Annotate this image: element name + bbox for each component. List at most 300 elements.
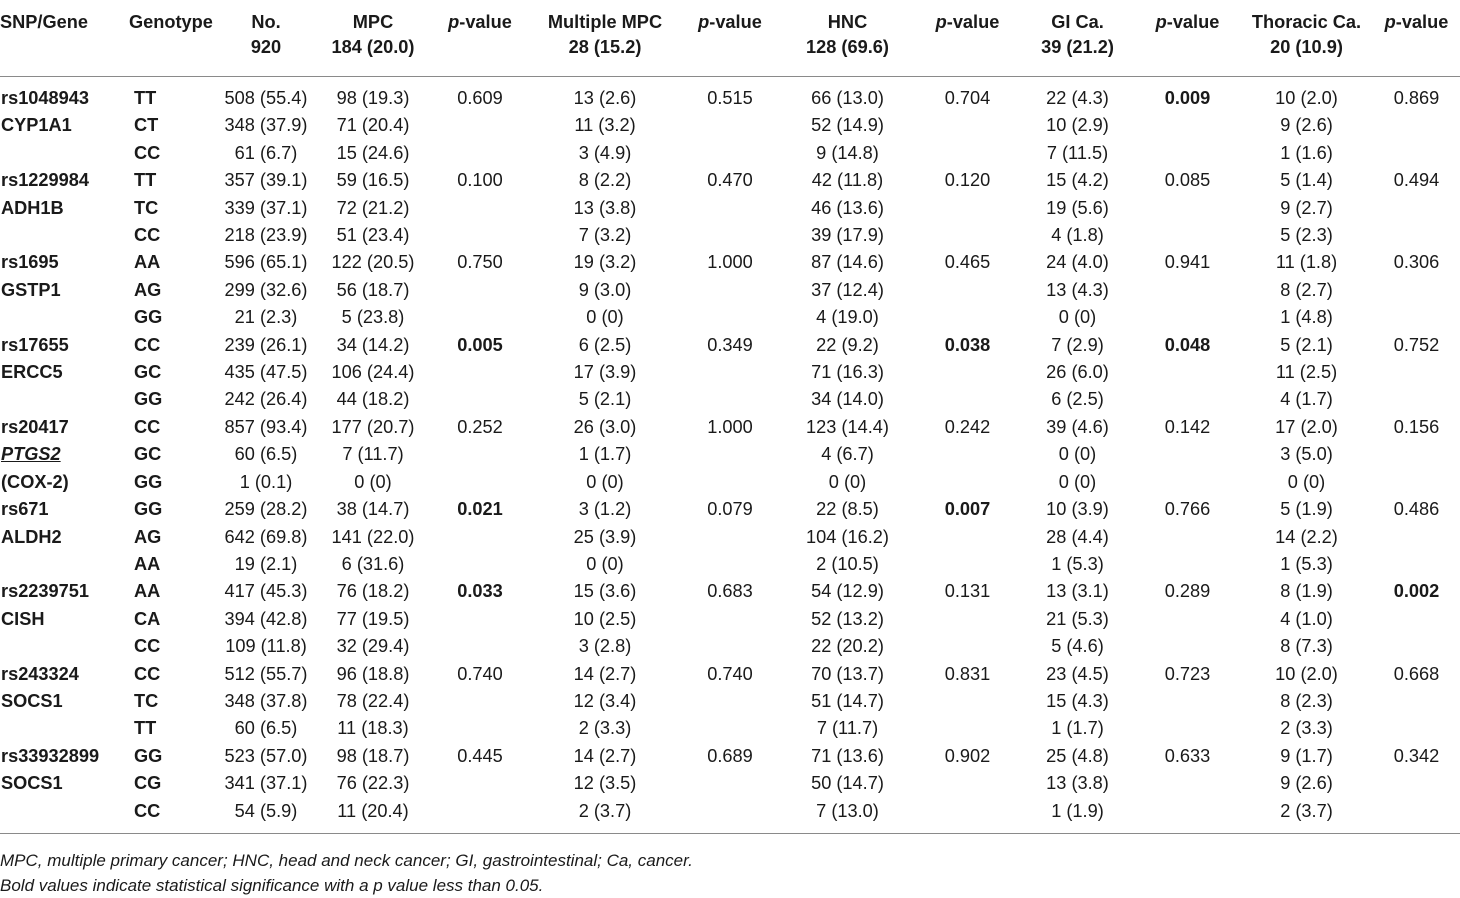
count-cell: 87 (14.6) (811, 252, 884, 273)
p-value-cell: 0.007 (944, 499, 991, 520)
genotype-cell: TC (134, 197, 159, 218)
snp-gene-cell: rs243324 (1, 663, 79, 684)
p-value-cell (430, 359, 530, 386)
table-row (0, 661, 1460, 688)
count-cell: 61 (6.7) (234, 142, 298, 163)
count-cell: 9 (1.7) (1280, 745, 1333, 766)
p-value-cell: 0.668 (1393, 663, 1440, 684)
p-value-cell (1135, 441, 1240, 468)
genotype-cell: GG (134, 499, 163, 520)
count-cell: 5 (1.4) (1280, 170, 1333, 191)
column-header-line2: 20 (10.9) (1270, 37, 1343, 57)
count-cell: 2 (10.5) (816, 553, 879, 574)
p-value-cell: 0.005 (457, 334, 503, 355)
column-header-10 (1135, 10, 1240, 77)
snp-gene-cell: SOCS1 (1, 690, 63, 711)
count-cell: 11 (3.2) (574, 115, 636, 136)
snp-gene-cell: rs33932899 (1, 745, 100, 766)
p-value-cell (680, 359, 780, 386)
p-value-cell (430, 524, 530, 551)
count-cell: 19 (2.1) (234, 553, 298, 574)
count-cell: 12 (3.5) (573, 773, 637, 794)
p-value-cell: 0.085 (1164, 170, 1211, 191)
count-cell: 23 (4.5) (1046, 663, 1109, 684)
p-value-cell (1373, 524, 1460, 551)
count-cell: 46 (13.6) (811, 197, 884, 218)
column-header-line1: GI Ca. (1051, 12, 1104, 32)
p-value-cell (430, 798, 530, 834)
count-cell: 8 (2.2) (578, 170, 632, 191)
p-value-cell (1135, 798, 1240, 834)
column-header-8 (915, 10, 1020, 77)
p-value-cell: 0.009 (1164, 88, 1211, 108)
count-cell: 9 (2.6) (1280, 115, 1333, 136)
count-cell: 5 (23.8) (341, 307, 405, 328)
p-value-cell (430, 277, 530, 304)
count-cell: 10 (2.0) (1275, 88, 1338, 108)
count-cell: 19 (5.6) (1046, 197, 1109, 218)
p-value-cell: 0.486 (1393, 499, 1440, 520)
genotype-cell: CC (134, 636, 161, 657)
count-cell: 9 (14.8) (816, 142, 879, 163)
p-value-cell: 0.766 (1164, 499, 1211, 520)
genotype-cell: CC (134, 416, 161, 437)
p-value-cell: 0.723 (1164, 663, 1211, 684)
p-value-cell (1135, 469, 1240, 496)
p-value-cell (680, 524, 780, 551)
value-suffix: -value (1395, 12, 1449, 32)
column-header-7 (780, 10, 915, 77)
p-value-cell (430, 469, 530, 496)
p-value-cell (1135, 551, 1240, 578)
count-cell: 78 (22.4) (336, 690, 410, 711)
count-cell: 8 (7.3) (1280, 636, 1333, 657)
column-header-line1: HNC (827, 12, 868, 32)
count-cell: 0 (0) (1058, 307, 1097, 328)
count-cell: 4 (1.8) (1051, 225, 1104, 246)
count-cell: 122 (20.5) (331, 252, 415, 273)
genotype-cell: TT (134, 170, 157, 191)
genotype-cell: TT (134, 88, 157, 108)
genotype-cell: AA (134, 553, 161, 574)
column-header-line1 (1373, 10, 1460, 35)
count-cell: 60 (6.5) (234, 444, 298, 465)
count-cell: 1 (5.3) (1051, 553, 1104, 574)
count-cell: 98 (19.3) (336, 88, 410, 108)
snp-gene-cell (0, 222, 128, 249)
count-cell: 1 (0.1) (239, 471, 293, 492)
genotype-cell: GG (134, 307, 163, 328)
p-value-cell: 0.752 (1393, 334, 1440, 355)
p-letter: p (698, 12, 710, 32)
table-row (0, 578, 1460, 605)
p-value-cell (915, 606, 1020, 633)
table-row (0, 688, 1460, 715)
table-row (0, 633, 1460, 660)
p-value-cell (1135, 770, 1240, 797)
p-value-cell (430, 770, 530, 797)
count-cell: 357 (39.1) (224, 170, 308, 191)
p-value-cell: 0.033 (457, 581, 503, 602)
count-cell: 1 (1.7) (1051, 718, 1104, 739)
p-value-cell: 1.000 (707, 252, 753, 273)
count-cell: 299 (32.6) (224, 279, 308, 300)
count-cell: 21 (5.3) (1046, 608, 1109, 629)
count-cell: 66 (13.0) (811, 88, 884, 108)
p-letter: p (1155, 12, 1167, 32)
count-cell: 14 (2.7) (573, 745, 637, 766)
count-cell: 34 (14.2) (336, 334, 410, 355)
p-value-cell (430, 551, 530, 578)
genotype-cell: CC (134, 334, 161, 355)
count-cell: 13 (3.8) (573, 197, 637, 218)
snp-gene-cell (0, 798, 128, 834)
p-value-cell (1373, 606, 1460, 633)
p-value-cell (1373, 359, 1460, 386)
genotype-cell: AA (134, 252, 161, 273)
count-cell: 21 (2.3) (234, 307, 298, 328)
p-value-cell: 0.515 (707, 88, 753, 108)
p-value-cell (1373, 469, 1460, 496)
p-value-cell (915, 798, 1020, 834)
p-value-cell (680, 715, 780, 742)
snp-gene-cell: SOCS1 (1, 773, 63, 794)
genotype-cell: CT (134, 115, 159, 136)
count-cell: 512 (55.7) (224, 663, 308, 684)
count-cell: 7 (2.9) (1051, 334, 1104, 355)
count-cell: 109 (11.8) (225, 636, 307, 657)
p-value-cell (1373, 195, 1460, 222)
column-header-9 (1020, 10, 1135, 77)
count-cell: 15 (3.6) (573, 581, 637, 602)
p-value-cell: 0.740 (707, 663, 753, 684)
count-cell: 0 (0) (1058, 444, 1097, 465)
column-header-line2: 184 (20.0) (331, 37, 415, 57)
p-value-cell: 0.079 (707, 499, 753, 520)
count-cell: 6 (2.5) (578, 334, 632, 355)
p-value-cell: 0.465 (944, 252, 991, 273)
count-cell: 13 (2.6) (573, 88, 637, 108)
value-suffix: -value (946, 12, 1000, 32)
p-value-cell: 0.120 (944, 170, 991, 191)
p-value-cell: 0.633 (1164, 745, 1211, 766)
count-cell: 417 (45.3) (224, 581, 308, 602)
count-cell: 17 (2.0) (1275, 416, 1338, 437)
count-cell: 44 (18.2) (336, 389, 410, 410)
p-value-cell (1373, 304, 1460, 331)
p-value-cell (915, 277, 1020, 304)
count-cell: 76 (22.3) (336, 773, 410, 794)
p-value-cell (1373, 112, 1460, 139)
table-row (0, 524, 1460, 551)
count-cell: 26 (6.0) (1046, 362, 1109, 383)
p-value-cell (430, 633, 530, 660)
count-cell: 52 (13.2) (811, 608, 884, 629)
p-value-cell (680, 277, 780, 304)
count-cell: 4 (19.0) (816, 307, 879, 328)
p-value-cell (680, 195, 780, 222)
p-value-cell: 1.000 (707, 416, 753, 437)
p-value-cell (1373, 386, 1460, 413)
table-row (0, 414, 1460, 441)
count-cell: 14 (2.2) (1275, 526, 1338, 547)
p-value-cell (680, 441, 780, 468)
count-cell: 642 (69.8) (224, 526, 308, 547)
p-value-cell: 0.100 (457, 170, 503, 191)
count-cell: 141 (22.0) (331, 526, 415, 547)
p-value-cell: 0.242 (944, 416, 991, 437)
p-letter: p (935, 12, 947, 32)
p-value-cell (915, 524, 1020, 551)
p-value-cell (1135, 633, 1240, 660)
snp-gene-cell: GSTP1 (1, 279, 61, 300)
p-value-cell (915, 112, 1020, 139)
count-cell: 435 (47.5) (224, 362, 308, 383)
count-cell: 10 (2.0) (1275, 663, 1338, 684)
count-cell: 106 (24.4) (331, 362, 415, 383)
count-cell: 37 (12.4) (811, 279, 884, 300)
count-cell: 98 (18.7) (336, 745, 410, 766)
snp-gene-cell: CISH (1, 608, 45, 629)
count-cell: 22 (4.3) (1046, 88, 1109, 108)
count-cell: 508 (55.4) (224, 88, 308, 108)
genotype-cell: GC (134, 362, 162, 383)
count-cell: 3 (2.8) (578, 636, 632, 657)
p-value-cell (1373, 633, 1460, 660)
count-cell: 4 (6.7) (821, 444, 874, 465)
table-row (0, 441, 1460, 468)
table-row (0, 715, 1460, 742)
count-cell: 96 (18.8) (336, 663, 410, 684)
column-header-4 (430, 10, 530, 77)
count-cell: 51 (23.4) (336, 225, 410, 246)
count-cell: 13 (3.8) (1046, 773, 1109, 794)
p-value-cell: 0.342 (1393, 745, 1440, 766)
p-value-cell (1373, 140, 1460, 167)
count-cell: 71 (16.3) (811, 362, 884, 383)
count-cell: 39 (17.9) (811, 225, 884, 246)
count-cell: 7 (11.7) (816, 718, 879, 739)
p-value-cell (1135, 222, 1240, 249)
count-cell: 3 (4.9) (578, 142, 632, 163)
count-cell: 24 (4.0) (1046, 252, 1109, 273)
genotype-cell: AG (134, 279, 162, 300)
count-cell: 0 (0) (1058, 471, 1097, 492)
genotype-cell: TC (134, 690, 159, 711)
count-cell: 5 (4.6) (1051, 636, 1104, 657)
count-cell: 22 (9.2) (816, 334, 879, 355)
p-value-cell (680, 798, 780, 834)
count-cell: 25 (3.9) (573, 526, 637, 547)
snp-gene-cell (0, 386, 128, 413)
p-value-cell (915, 304, 1020, 331)
column-header-line1: No. (251, 12, 281, 32)
p-value-cell (1373, 551, 1460, 578)
p-value-cell (680, 606, 780, 633)
snp-gene-cell: ERCC5 (1, 362, 63, 383)
p-value-cell (1373, 277, 1460, 304)
p-value-cell (1373, 222, 1460, 249)
table-row (0, 77, 1460, 113)
table-row (0, 606, 1460, 633)
count-cell: 348 (37.8) (224, 690, 308, 711)
table-row (0, 112, 1460, 139)
count-cell: 5 (2.3) (1280, 225, 1333, 246)
p-value-cell (1135, 304, 1240, 331)
column-header-line1: MPC (352, 12, 394, 32)
p-value-cell (1135, 386, 1240, 413)
snp-gene-cell: ADH1B (1, 197, 64, 218)
count-cell: 70 (13.7) (811, 663, 884, 684)
p-letter: p (448, 12, 460, 32)
snp-gene-cell: rs2239751 (1, 581, 89, 602)
column-header-12 (1373, 10, 1460, 77)
p-value-cell (915, 551, 1020, 578)
count-cell: 1 (1.9) (1020, 798, 1135, 834)
value-suffix: -value (1166, 12, 1220, 32)
table-row (0, 469, 1460, 496)
count-cell: 7 (11.5) (1046, 142, 1109, 163)
count-cell: 9 (2.6) (1280, 773, 1333, 794)
column-header-line2: 28 (15.2) (568, 37, 642, 57)
column-header-2 (216, 10, 316, 77)
p-value-cell (1135, 524, 1240, 551)
genotype-cell: CG (134, 773, 162, 794)
count-cell: 59 (16.5) (336, 170, 410, 191)
p-value-cell (1135, 195, 1240, 222)
p-value-cell: 0.349 (707, 334, 753, 355)
p-value-cell (915, 770, 1020, 797)
p-value-cell: 0.306 (1393, 252, 1440, 273)
count-cell: 76 (18.2) (336, 581, 410, 602)
count-cell: 1 (4.8) (1280, 307, 1333, 328)
count-cell: 5 (2.1) (1280, 334, 1333, 355)
snp-gene-cell (0, 304, 128, 331)
table-row (0, 770, 1460, 797)
p-value-cell: 0.704 (944, 88, 991, 108)
table-row (0, 304, 1460, 331)
count-cell: 2 (3.3) (1280, 718, 1333, 739)
p-value-cell: 0.902 (944, 745, 991, 766)
genotype-cell: GG (134, 471, 163, 492)
p-value-cell (1135, 140, 1240, 167)
count-cell: 51 (14.7) (811, 690, 884, 711)
count-cell: 14 (2.7) (573, 663, 637, 684)
count-cell: 218 (23.9) (224, 225, 308, 246)
table-row (0, 798, 1460, 834)
count-cell: 10 (2.9) (1046, 115, 1109, 136)
table-row (0, 386, 1460, 413)
genotype-cell: GG (134, 745, 163, 766)
count-cell: 17 (3.9) (573, 362, 637, 383)
p-value-cell (915, 140, 1020, 167)
column-header-line2: 39 (21.2) (1041, 37, 1114, 57)
snp-gene-cell (0, 140, 128, 167)
column-header-line2: 920 (250, 37, 282, 57)
p-value-cell: 0.740 (457, 663, 503, 684)
p-value-cell (680, 112, 780, 139)
count-cell: 54 (12.9) (811, 581, 884, 602)
p-value-cell (680, 386, 780, 413)
count-cell: 8 (2.3) (1280, 690, 1333, 711)
column-header-3 (316, 10, 430, 77)
table-row (0, 195, 1460, 222)
count-cell: 15 (4.2) (1046, 170, 1109, 191)
table-row (0, 359, 1460, 386)
count-cell: 13 (4.3) (1046, 279, 1109, 300)
count-cell: 1 (1.7) (578, 444, 632, 465)
count-cell: 242 (26.4) (224, 389, 308, 410)
p-value-cell (915, 715, 1020, 742)
column-header-line1 (430, 10, 530, 35)
count-cell: 22 (8.5) (816, 499, 879, 520)
column-header-line1: Multiple MPC (547, 12, 663, 32)
count-cell: 9 (3.0) (578, 279, 632, 300)
count-cell: 71 (20.4) (336, 115, 410, 136)
count-cell: 26 (3.0) (573, 416, 637, 437)
snp-gene-cell (0, 715, 128, 742)
column-header-5 (530, 10, 680, 77)
p-value-cell: 0.494 (1393, 170, 1440, 191)
count-cell: 3 (1.2) (578, 499, 632, 520)
count-cell: 339 (37.1) (224, 197, 308, 218)
table-row (0, 249, 1460, 276)
p-letter: p (1384, 12, 1396, 32)
count-cell: 38 (14.7) (336, 499, 410, 520)
p-value-cell (680, 469, 780, 496)
p-value-cell (915, 688, 1020, 715)
count-cell: 25 (4.8) (1046, 745, 1109, 766)
p-value-cell: 0.131 (944, 581, 991, 602)
count-cell: 1 (5.3) (1280, 553, 1333, 574)
count-cell: 28 (4.4) (1046, 526, 1109, 547)
count-cell: 34 (14.0) (811, 389, 884, 410)
p-value-cell: 0.941 (1164, 252, 1211, 273)
snp-gene-cell: rs1048943 (1, 88, 89, 108)
p-value-cell (915, 195, 1020, 222)
count-cell: 0 (0) (828, 471, 867, 492)
snp-gene-cell: (COX-2) (1, 471, 69, 492)
p-value-cell (915, 386, 1020, 413)
p-value-cell (1373, 688, 1460, 715)
p-value-cell: 0.869 (1393, 88, 1440, 108)
table-row (0, 167, 1460, 194)
p-value-cell (680, 304, 780, 331)
count-cell: 71 (13.6) (811, 745, 884, 766)
p-value-cell: 0.445 (457, 745, 503, 766)
p-value-cell (1373, 770, 1460, 797)
snp-gene-cell: rs1695 (1, 252, 59, 273)
count-cell: 11 (20.4) (316, 798, 430, 834)
genotype-cell: AA (134, 581, 161, 602)
p-value-cell: 0.021 (457, 499, 503, 520)
p-value-cell (680, 222, 780, 249)
count-cell: 6 (31.6) (341, 553, 405, 574)
count-cell: 2 (3.7) (1240, 798, 1373, 834)
count-cell: 10 (2.5) (573, 608, 637, 629)
count-cell: 15 (24.6) (336, 142, 410, 163)
count-cell: 4 (1.0) (1280, 608, 1333, 629)
snp-gene-cell: rs20417 (1, 416, 69, 437)
p-value-cell (430, 386, 530, 413)
p-value-cell (915, 222, 1020, 249)
p-value-cell: 0.002 (1393, 581, 1440, 602)
column-header-11 (1240, 10, 1373, 77)
value-suffix: -value (459, 12, 512, 32)
count-cell: 123 (14.4) (806, 416, 889, 437)
table-row (0, 277, 1460, 304)
count-cell: 7 (11.7) (342, 444, 404, 465)
